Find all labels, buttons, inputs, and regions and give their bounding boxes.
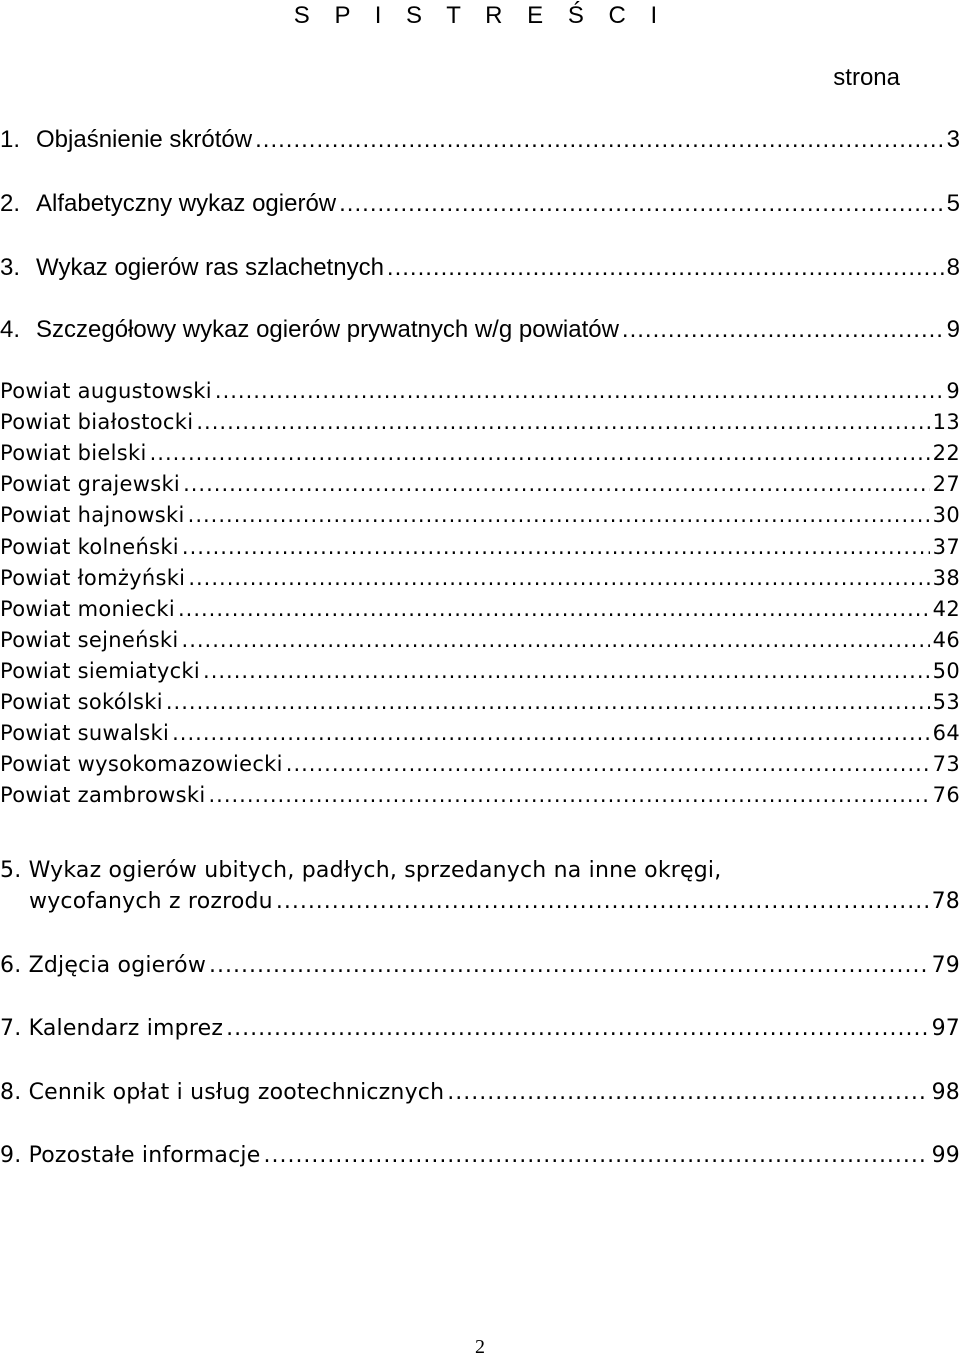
dot-leader (166, 690, 930, 714)
dot-leader (215, 379, 943, 403)
toc-district-entry[interactable] (0, 721, 960, 745)
toc-entry-page: 38 (932, 566, 960, 590)
toc-entry-label: Powiat łomżyński (0, 566, 186, 590)
page-column-label: strona (833, 64, 900, 91)
dot-leader (339, 190, 944, 218)
dot-leader (150, 441, 930, 465)
toc-entry-label: 6. Zdjęcia ogierów (0, 953, 207, 978)
dot-leader (286, 752, 930, 776)
toc-entry-label: Powiat suwalski (0, 721, 170, 745)
toc-entry-label (0, 126, 252, 154)
toc-entry-label (0, 316, 619, 344)
toc-entry-page: 78 (931, 889, 960, 914)
toc-entry-label: Powiat sokólski (0, 690, 163, 714)
dot-leader (209, 953, 929, 978)
toc-district-entry[interactable] (0, 535, 960, 559)
toc-district-entry[interactable] (0, 783, 960, 807)
dot-leader (182, 628, 930, 652)
toc-district-entry[interactable] (0, 628, 960, 652)
dot-leader (255, 126, 944, 154)
dot-leader (183, 472, 930, 496)
toc-district-entry[interactable] (0, 472, 960, 496)
toc-district-entry[interactable] (0, 752, 960, 776)
toc-entry-label (0, 190, 336, 218)
toc-district-entry[interactable] (0, 379, 960, 403)
toc-entry-number: 2. (0, 190, 21, 217)
toc-entry-page: 30 (932, 503, 960, 527)
toc-entry-label: Powiat kolneński (0, 535, 179, 559)
toc-entry-label: 7. Kalendarz imprez (0, 1016, 224, 1041)
dot-leader (196, 410, 929, 434)
toc-entry-label: Powiat grajewski (0, 472, 181, 496)
toc-entry-number: 4. (0, 316, 21, 343)
toc-entry-page: 50 (932, 659, 960, 683)
toc-entry-page: 73 (932, 752, 960, 776)
toc-section5-line1: 5. Wykaz ogierów ubitych, padłych, sprzedanych na inne okręgi, (0, 858, 722, 883)
toc-entry-label: Powiat bielski (0, 441, 147, 465)
toc-district-entry[interactable] (0, 659, 960, 683)
toc-entry-label: Powiat wysokomazowiecki (0, 752, 283, 776)
toc-entry-label: 8. Cennik opłat i usług zootechnicznych (0, 1080, 445, 1105)
toc-district-entry[interactable] (0, 503, 960, 527)
toc-entry-label: Powiat sejneński (0, 628, 179, 652)
dot-leader (178, 597, 930, 621)
footer-page-number: 2 (475, 1336, 485, 1358)
toc-district-entry[interactable] (0, 597, 960, 621)
toc-entry-page: 37 (932, 535, 960, 559)
toc-entry-number: 3. (0, 254, 21, 281)
toc-main-entry[interactable] (0, 254, 960, 282)
toc-section-entry[interactable] (0, 1016, 960, 1041)
toc-title: S P I S T R E Ś C I (293, 2, 667, 29)
toc-entry-page: 46 (932, 628, 960, 652)
toc-entry-text: Alfabetyczny wykaz ogierów (36, 190, 337, 217)
toc-entry-text: Wykaz ogierów ras szlachetnych (36, 254, 384, 281)
toc-entry-page: 3 (946, 126, 960, 153)
toc-entry-number: 1. (0, 126, 21, 153)
toc-section-entry[interactable] (0, 953, 960, 978)
dot-leader (387, 254, 944, 282)
toc-entry-label: Powiat hajnowski (0, 503, 185, 527)
toc-entry-page: 42 (932, 597, 960, 621)
toc-entry-page: 13 (932, 410, 960, 434)
dot-leader (203, 659, 930, 683)
dot-leader (188, 503, 930, 527)
toc-entry-label: Powiat augustowski (0, 379, 212, 403)
toc-main-entry[interactable] (0, 316, 960, 344)
dot-leader (622, 316, 944, 344)
toc-district-entry[interactable] (0, 690, 960, 714)
toc-entry-page: 98 (931, 1080, 960, 1105)
toc-entry-page: 9 (946, 316, 960, 343)
dot-leader (226, 1016, 929, 1041)
toc-entry-page: 97 (931, 1016, 960, 1041)
toc-district-entry[interactable] (0, 566, 960, 590)
toc-section5-entry[interactable] (0, 889, 960, 914)
toc-entry-label: Powiat zambrowski (0, 783, 206, 807)
toc-entry-page: 22 (932, 441, 960, 465)
toc-entry-page: 99 (931, 1143, 960, 1168)
dot-leader (276, 889, 929, 914)
dot-leader (188, 566, 929, 590)
dot-leader (172, 721, 930, 745)
toc-main-entry[interactable] (0, 126, 960, 154)
dot-leader (263, 1143, 928, 1168)
toc-entry-label: wycofanych z rozrodu (29, 889, 273, 914)
toc-entry-label: Powiat białostocki (0, 410, 194, 434)
toc-entry-page: 8 (946, 254, 960, 281)
toc-entry-text: Szczegółowy wykaz ogierów prywatnych w/g powiatów (36, 316, 619, 343)
dot-leader (447, 1080, 928, 1105)
toc-main-entry[interactable] (0, 190, 960, 218)
toc-entry-page: 64 (932, 721, 960, 745)
toc-district-entry[interactable] (0, 410, 960, 434)
toc-entry-label (0, 254, 384, 282)
toc-entry-label: Powiat moniecki (0, 597, 175, 621)
dot-leader (182, 535, 930, 559)
toc-entry-label: 9. Pozostałe informacje (0, 1143, 261, 1168)
toc-entry-page: 5 (946, 190, 960, 217)
toc-section-entry[interactable] (0, 1080, 960, 1105)
toc-entry-page: 76 (932, 783, 960, 807)
dot-leader (208, 783, 929, 807)
toc-entry-label: Powiat siemiatycki (0, 659, 201, 683)
toc-entry-text: Objaśnienie skrótów (36, 126, 253, 153)
toc-entry-page: 27 (932, 472, 960, 496)
toc-entry-page: 79 (931, 953, 960, 978)
toc-district-entry[interactable] (0, 441, 960, 465)
toc-section-entry[interactable] (0, 1143, 960, 1168)
toc-entry-page: 9 (946, 379, 960, 403)
toc-entry-page: 53 (932, 690, 960, 714)
